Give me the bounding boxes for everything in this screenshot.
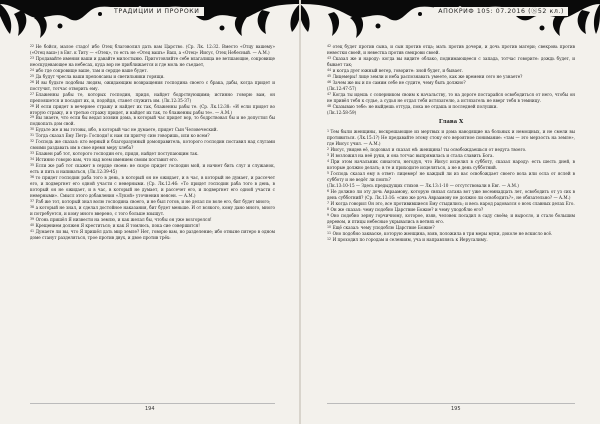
verse-text: Тем были женщины, воскрешающие из мертвых и дома наводящие на больных и немощных, и не смели вы противиться. (Лк.15:1?) Не предавайте этому стоку его вероятное понимание: «там — это мерзость на земле», где Иисус учил. — А.М.) [327,129,575,147]
verse-text: Думаете ли вы, что Я пришёл дать мир земле? Нет, говорю вам, но разделение; ибо отныне пятеро в одном доме станут разделяться, трое против двух, и двое против трёх: [30,228,275,240]
verse-number: 24 [30,67,35,72]
verse-number: 33 [30,151,35,156]
verse [327,201,575,207]
verse-text: И если придет в вечернее стражу и найдет их так, блаженны рабы те. (Ср. Лк.12:38: «И если придет во вторую стражу, и в третью стражу придет, и найдет их так, то блаженны рабы те». — А.М.) [30,103,275,115]
verse-text: Если же раб тот скажет в сердце своем: не скоро придет господин мой, и начнет бить слуг и служанок, есть и пить и напиваться, (Лк.12:39-45) [30,163,275,175]
verse [327,110,575,116]
verse-number: 40 [30,222,35,227]
verse-number: 41 [30,228,35,233]
verse-text: то придет господин раба того в день, в который он не ожидает, и в час, в который не думает, и рассечет его, и подвергнет его одной участи с неверными. (Ср. Лк.12:46: «То придет господин раба того в день, в который он не ожидает, и в час, в который не думает, и рассечет его, и подвергнет его одной участи с неверными». Смысл этого добавления «Лукой» уточнения неясен. — А.М.) [30,175,275,198]
verse-text: Господь сказал ему в ответ: лицемер! не каждый ли из вас освобождает своего вола или осла от яслей в субботу и не ведёт ли поить? [327,171,575,183]
verse-text: Крещением должен Я креститься; и как Я томлюсь, пока сие совершится! [35,222,200,228]
verse-number: 38 [30,204,35,209]
verse-number: 29 [30,115,35,120]
verse-text: И возложил на неё руки, и она тотчас выпрямилась и стала славить Бога. [330,153,494,159]
verse-text: Оно подобно закваске, которую женщина, взяв, положила в три меры муки, доколе не вскисло всё. [332,230,553,236]
verse-number: 26 [30,79,35,84]
verse-number: 5 [327,171,330,176]
verse-number: 10 [327,224,332,229]
verse [327,159,575,171]
left-footer-rule [30,403,275,404]
left-page-number: 194 [145,406,155,412]
verse-text: Да будут чресла ваши препоясаны и светильники горящи. [35,73,165,79]
verse [327,189,575,201]
verse [30,80,275,92]
verse [30,229,275,241]
verse-number: 35 [30,163,35,168]
verse-text: Он же сказал: чему подобно Царствие Божие? и чему уподоблю его? [330,206,484,212]
verse [30,199,275,205]
verse-text: Иисус, увидев её, подозвал и сказал ей: женщина! ты освобождаешься от недуга твоего. [330,147,527,153]
verse-text: отец будет против сына, и сын против отца; мать против дочери, и дочь против матери; свекровь против невестки своей, и невестка против свекрови своей. [327,44,575,56]
verse [327,92,575,104]
verse-text: Истинно говорю вам, что над всем имением своим поставит его. [35,157,178,163]
verse [30,104,275,116]
verse-text: Будьте же и вы готовы, ибо, в который час не думаете, придет Сын Человеческий. [35,127,218,133]
verse [30,115,275,127]
verse [30,163,275,175]
verse-number: 23 [30,55,35,60]
verse-number: 34 [30,157,35,162]
right-footer-rule [327,403,575,404]
verse-text: и когда дует южный ветер, говорите: зной будет, и бывает. [332,67,464,73]
verse [30,175,275,199]
verse [30,56,275,68]
verse-number: 22 [30,44,35,48]
left-page-text [30,44,275,241]
verse-text: Оно подобно зерну горчичному, которое, взяв, человек посадил в саду своём; и выросло, и стало большим деревом, и птицы небесные укрывались в ветвях его. [327,212,575,224]
right-running-header: АПОКРИФ 105: 07.2016 (Ⓢ52 кл.) [434,7,568,16]
verse [30,139,275,151]
verse-text: Сказал же и народу: когда вы видите облако, поднимающееся с запада, тотчас говорите: дождь будет, и бывает так; [327,56,575,67]
verse-text: Зачем же вы и по самим себе не судите, чему быть должно? [332,80,466,85]
verse-text: Сказываю тебе: не выйдешь оттуда, пока не отдашь и последней полушки. [332,103,498,109]
verse-text: (Лк.13:10-15 — Здесь предыдущих стихов — Лк.13:1-10 — отсутствовали в Евг. — А.М.) [327,182,519,188]
verse-number: 30 [30,127,35,132]
verse-text: Раб же тот, который знал волю господина своего, и не был готов, и не делал по воле его, бит будет много; [35,198,271,204]
verse-number: 39 [30,216,35,221]
verse [30,44,275,56]
verse [327,231,575,237]
verse-text: Огонь пришёл Я низвести на землю, и как желал бы, чтобы он уже возгорелся! [35,216,212,222]
verse-text: Блаженны рабы те, которых господин, придя, найдет бодрствующими; истинно говорю вам, он препояшется и посадит их, и, подойдя, станет служить им. (Лк.12:35-37) [30,91,275,103]
verse-number: 6 [327,188,330,193]
verses-after-chapter [327,129,575,242]
verse-number: 43 [327,55,332,60]
verse-number: 36 [30,175,35,180]
verse-number: 8 [327,206,330,211]
verse-number: 31 [30,133,35,138]
verse-text: Продавайте имения ваши и давайте милостыню. Приготовляйте себе влагалища не ветшающие, сокровище неоскудевающее на небесах, куда вор не приближается и где моль не съедает, [30,56,275,67]
verse-number: 25 [30,73,35,78]
verse-number: 2 [327,147,330,152]
verse-number: 11 [327,230,332,235]
verse-number: 7 [327,200,330,205]
verse-number: 3 [327,153,330,158]
verse-text: ибо где сокровище ваше, там и сердце ваше будет. [35,67,148,73]
verse-text: При этом начальник синагоги, негодуя, что Иисус исцелил в субботу, сказал народу: есть шесть дней, в которые должно делать; в те и приходите исцеляться, а не в день субботний. [327,159,575,171]
verse-number: 46 [327,79,332,84]
verse-number: 37 [30,198,35,203]
verse [30,92,275,104]
verse-text: Тогда сказал Ему Петр: Господи! к нам ли притчу сию говоришь, или ко всем? [35,133,210,139]
verse-number: 32 [30,139,35,144]
verse-text: Когда ты идешь с соперником своим к начальству, то на дороге постарайся освободиться от него, чтобы он не привёл тебя к судье, а судья не отдал тебя истязателю, а истязатель не вверг тебя в темницу. [327,91,575,103]
verse-text: Блажен раб тот, которого господин его, придя, найдет поступающим так. [35,151,199,157]
verse-text: а который не знал, и сделал достойное наказания, бит будет меньше. И от всякого, кому дано много, много и потребуется, и кому много вверено, с того больше взыщут. [30,204,275,216]
chapter-title: Глава X [438,119,464,126]
verse [327,44,575,56]
verse [327,213,575,225]
right-page-text [327,44,575,243]
verse [327,237,575,243]
right-page [300,0,600,424]
verse-text: Вы знаете, что если бы ведал хозяин дома, в который час придет вор, то бодрствовал бы и не допустил бы подкопать дом свой. [30,115,275,127]
verse-text: Не должно ли эту дочь Авраамову, которую связал сатана вот уже восемнадцать лет, освободить от уз сих в день субботний? (Ср. Лк.13:16: «сию же дочь Авраамову не должно ли освободить?», не обязательно? — А.М.) [327,189,575,200]
verse [30,205,275,217]
verse-number: 44 [327,67,332,72]
verse-text: И когда говорил Он это, все противившиеся Ему стыдились; и весь народ радовался о всех славных делах Его. [330,200,575,206]
verse-text: И проходил по городам и селениям, уча и направляясь к Иерусалиму. [332,236,488,242]
verse-number: 1 [327,129,330,134]
verse-number: 47 [327,91,332,96]
verse-number: 28 [30,103,35,108]
verse [327,129,575,147]
verse-number: 27 [30,91,35,96]
verse-text: Ещё сказал: чему уподоблю Царствие Божие? [332,224,435,230]
verse-number: 42 [327,44,332,48]
verses-before-chapter [327,44,575,115]
verse-text: (Лк.12:47-57) [327,85,357,91]
verse-text: (Лк.12:58-59) [327,109,357,115]
verse-number: 45 [327,73,332,78]
verse-text: Не бойся, малое стадо! ибо Отец благоволил дать вам Царство. (Ср. Лк. 12:32. Вместо «Отцу вашему» («Отец ваш») в Евг. к Титу — «Отец», то есть не «Отец вашъ» Ваш, а «Отец» Иисус, Отец Небесный. — А.М.) [30,44,275,56]
verse-text: И вы будьте подобны людям, ожидающим возвращения господина своего с брака, дабы, когда придет и постучит, тотчас отворить ему. [30,80,275,91]
verse-number: 4 [327,159,330,164]
verse-number: 12 [327,236,332,241]
verse [327,171,575,183]
verse-number: 9 [327,212,330,217]
verse [327,56,575,68]
verse-text: Лицемеры! лице земли и неба распознавать умеете, как же времени сего не узнаете? [332,73,523,79]
right-page-number: 195 [451,406,461,412]
verse-text: Господь же сказал: кто верный и благоразумный домоправитель, которого господин поставил над слугами своими раздавать им в свое время меру хлеба? [30,139,275,151]
left-running-header: ТРАДИЦИИ И ПРОРОКИ [110,7,204,16]
verse-number: 48 [327,103,332,108]
